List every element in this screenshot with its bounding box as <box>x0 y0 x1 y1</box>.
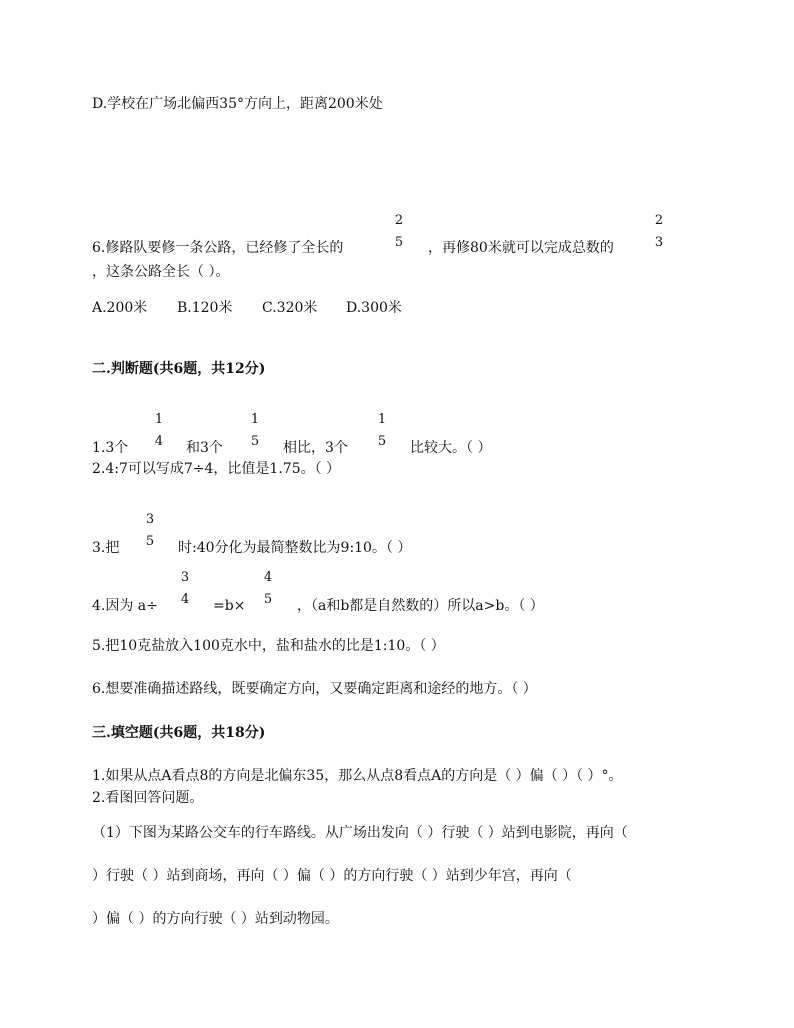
s2-q5: 5.把10克盐放入100克水中，盐和盐水的比是1:10。（ ） <box>92 638 445 654</box>
fraction-numerator: 3 <box>145 512 155 527</box>
s2-q4-fraction-2 <box>259 571 277 606</box>
s3-q2-line3: ）偏（ ）的方向行驶（ ）站到动物园。 <box>92 911 339 927</box>
s3-q2: 2.看图回答问题。 <box>92 790 204 806</box>
q6-option-b: B.120米 <box>177 300 233 316</box>
s2-q1-text-c: 相比，3个 <box>283 440 348 456</box>
q6-option-a: A.200米 <box>92 300 148 316</box>
fraction-bar <box>373 430 391 431</box>
fraction-denominator: 5 <box>263 592 273 607</box>
s2-q3-text-a: 3.把 <box>92 540 120 556</box>
fraction-bar <box>390 231 408 232</box>
s2-q4-text-c: ，（a和b都是自然数的）所以a>b。（ ） <box>297 598 544 614</box>
fraction-numerator: 1 <box>377 412 387 427</box>
s2-q2: 2.4:7可以写成7÷4，比值是1.75。（ ） <box>92 461 341 477</box>
fraction-denominator: 5 <box>250 434 260 449</box>
fraction-denominator: 4 <box>154 434 164 449</box>
fraction-numerator: 3 <box>180 570 190 585</box>
s3-q2-line1: （1）下图为某路公交车的行车路线。从广场出发向（ ）行驶（ ）站到电影院，再向（ <box>92 825 628 841</box>
fraction-numerator: 2 <box>654 213 664 228</box>
s2-q1-text-b: 和3个 <box>186 440 223 456</box>
fraction-denominator: 5 <box>394 235 404 250</box>
s2-q1-text-a: 1.3个 <box>92 440 129 456</box>
s2-q4-fraction-1 <box>176 571 194 606</box>
fraction-numerator: 1 <box>154 412 164 427</box>
s2-q3-text-b: 时:40分化为最简整数比为9:10。（ ） <box>178 540 412 556</box>
fraction-bar <box>141 530 159 531</box>
fraction-bar <box>150 430 168 431</box>
s2-q4-text-b: =b× <box>213 598 246 614</box>
fraction-bar <box>259 588 277 589</box>
q6-option-c: C.320米 <box>262 300 318 316</box>
fraction-denominator: 3 <box>654 235 664 250</box>
fraction-denominator: 5 <box>145 534 155 549</box>
s2-q1-text-d: 比较大。（ ） <box>410 440 492 456</box>
s3-q1: 1.如果从点A看点8的方向是北偏东35，那么从点8看点A的方向是（ ）偏（ ）（ ）°。 <box>92 768 623 784</box>
fraction-numerator: 2 <box>394 213 404 228</box>
fraction-bar <box>176 588 194 589</box>
section2-title: 二.判断题(共6题，共12分) <box>92 361 266 377</box>
s2-q1-fraction-1 <box>150 413 168 448</box>
q6-text-part1: 6.修路队要修一条公路，已经修了全长的 <box>92 240 344 256</box>
s2-q6: 6.想要准确描述路线，既要确定方向，又要确定距离和途经的地方。（ ） <box>92 681 537 697</box>
q5-option-d: D.学校在广场北偏西35°方向上，距离200米处 <box>92 96 383 112</box>
q6-text-part2: ，再修80米就可以完成总数的 <box>428 240 614 256</box>
s2-q3-fraction <box>141 513 159 548</box>
fraction-numerator: 1 <box>250 412 260 427</box>
q6-fraction-2 <box>650 214 668 249</box>
s3-q2-line2: ）行驶（ ）站到商场，再向（ ）偏（ ）的方向行驶（ ）站到少年宫，再向（ <box>92 868 572 884</box>
fraction-denominator: 5 <box>377 434 387 449</box>
s2-q1-fraction-3 <box>373 413 391 448</box>
section3-title: 三.填空题(共6题，共18分) <box>92 725 266 741</box>
fraction-denominator: 4 <box>180 592 190 607</box>
s2-q1-fraction-2 <box>246 413 264 448</box>
s2-q4-text-a: 4.因为 a÷ <box>92 598 158 614</box>
q6-text-part3: ，这条公路全长（ ）。 <box>92 264 230 280</box>
q6-fraction-1 <box>390 214 408 249</box>
q6-option-d: D.300米 <box>346 300 402 316</box>
fraction-bar <box>650 231 668 232</box>
fraction-numerator: 4 <box>263 570 273 585</box>
fraction-bar <box>246 430 264 431</box>
